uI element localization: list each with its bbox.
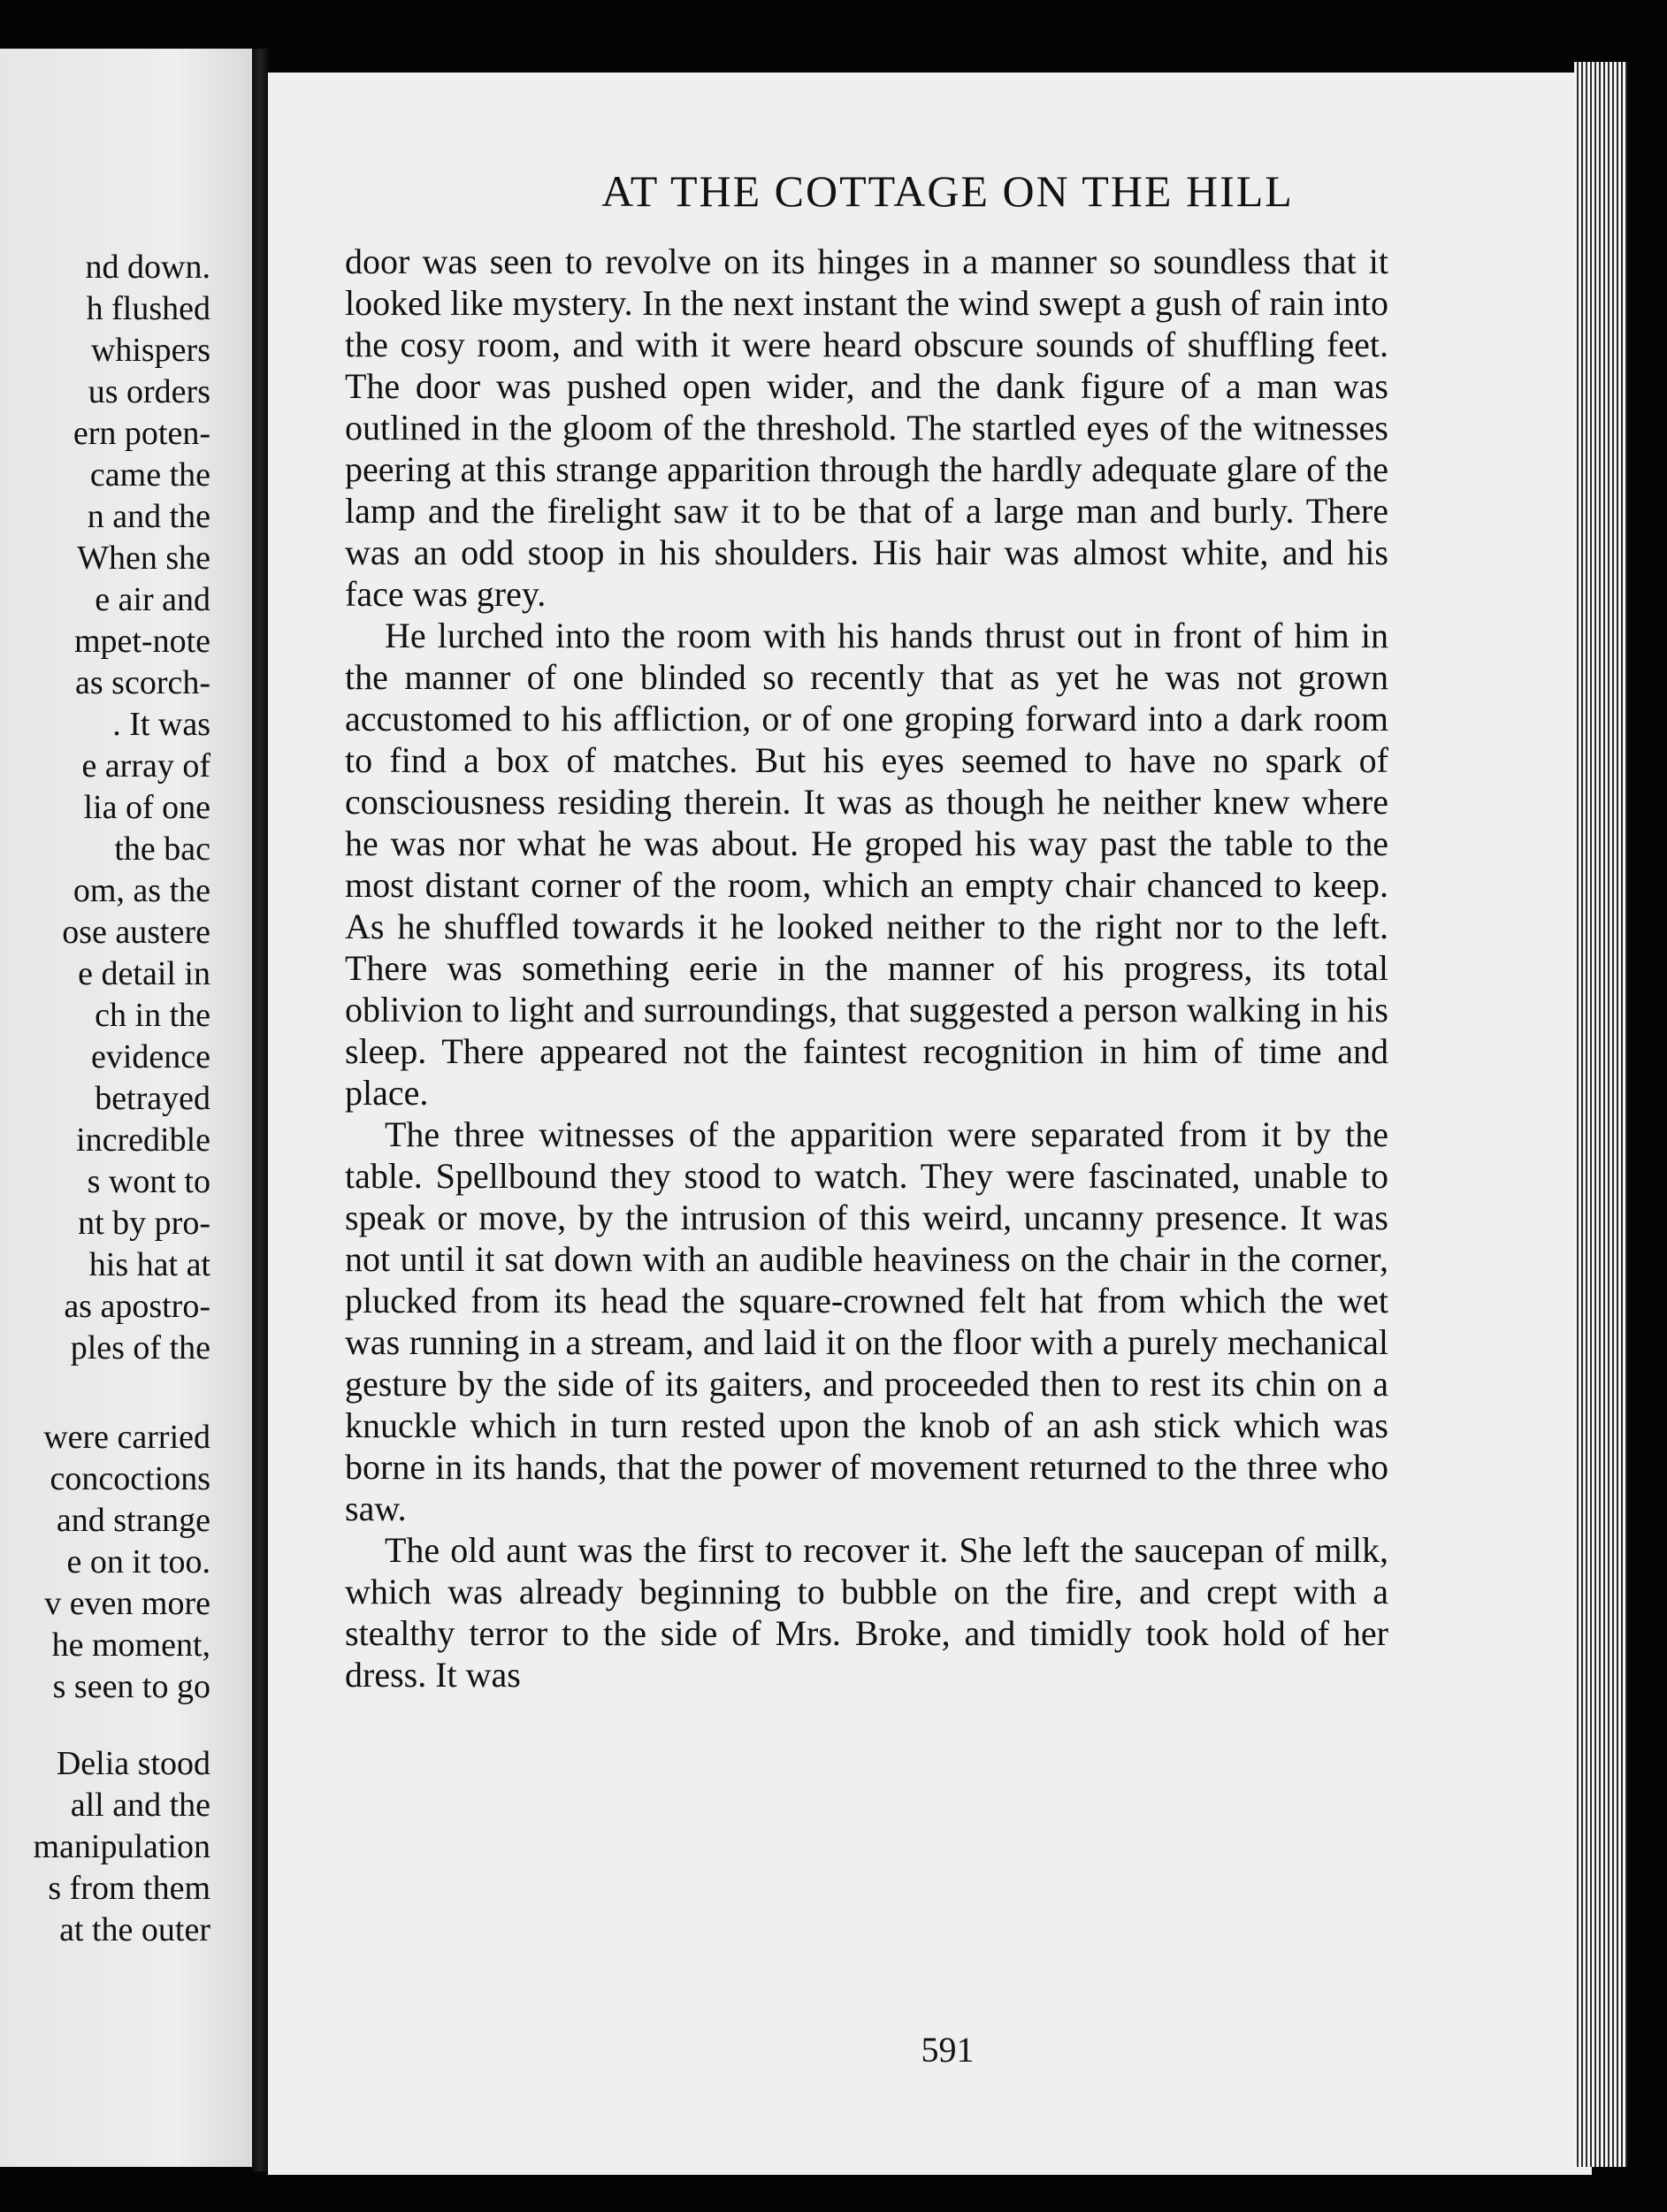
facing-page-line: us orders xyxy=(88,373,210,410)
facing-page-line: his hat at xyxy=(88,1246,210,1283)
paragraph: The old aunt was the first to recover it. She left the saucepan of milk, which was already beginning to bubble on the fire, and crept with a stealthy terror to the side of Mrs. Broke, and timidly took hold of her dress. It was xyxy=(345,1530,1388,1695)
facing-page-line: n and the xyxy=(87,498,210,535)
facing-page-line: e detail in xyxy=(78,955,210,992)
facing-page-line: as scorch- xyxy=(75,664,210,701)
facing-page-line: came the xyxy=(89,456,210,494)
facing-page-line: the bac xyxy=(114,830,210,868)
facing-page-line: at the outer xyxy=(59,1911,210,1948)
facing-page-line: and strange xyxy=(56,1502,210,1539)
facing-page-line: e on it too. xyxy=(66,1543,210,1581)
facing-page-line: ples of the xyxy=(70,1329,210,1366)
facing-page-line: were carried xyxy=(43,1419,210,1456)
facing-page-line: concoctions xyxy=(50,1460,210,1497)
facing-page-line: mpet-note xyxy=(73,623,210,660)
facing-page-line: . It was xyxy=(112,706,210,743)
facing-page-line: s seen to go xyxy=(52,1668,210,1705)
facing-page-line: Delia stood xyxy=(56,1745,210,1782)
facing-page-line: e air and xyxy=(95,581,210,618)
facing-page-line: whispers xyxy=(90,332,210,369)
facing-page xyxy=(0,49,252,2167)
facing-page-line: nd down. xyxy=(85,249,210,286)
facing-page-line: ose austere xyxy=(62,914,210,951)
book-gutter xyxy=(252,49,268,2171)
facing-page-line: he moment, xyxy=(51,1626,210,1664)
facing-page-line: e array of xyxy=(81,747,210,785)
page-edges xyxy=(1574,62,1627,2167)
paragraph: He lurched into the room with his hands thrust out in front of him in the manner of one blinded so recently that as yet he was not grown accustomed to his affliction, or of one groping forward into a dark room to find a box of matches. But his eyes seemed to have no spark of consciousness residing therein. It was as though he neither knew where he was nor what he was about. He groped his way past the table to the most distant corner of the room, which an empty chair chanced to keep. As he shuffled towards it he looked neither to the right nor to the left. There was something eerie in the manner of his progress, its total oblivion to light and surroundings, that suggested a person walking in his sleep. There appeared not the faintest recognition in him of time and place. xyxy=(345,616,1388,1113)
book-page xyxy=(268,73,1592,2175)
facing-page-line: v even more xyxy=(44,1585,210,1622)
facing-page-line: nt by pro- xyxy=(78,1205,210,1242)
running-head: AT THE COTTAGE ON THE HILL xyxy=(601,166,1294,216)
facing-page-line: evidence xyxy=(90,1038,210,1075)
facing-page-line: ch in the xyxy=(95,997,210,1034)
facing-page-text xyxy=(0,247,210,1951)
facing-page-line: s wont to xyxy=(87,1163,210,1200)
facing-page-line: When she xyxy=(77,540,210,577)
page-body xyxy=(345,241,1388,1695)
facing-page-line: om, as the xyxy=(73,872,210,909)
facing-page-line: incredible xyxy=(76,1121,210,1159)
page-number: 591 xyxy=(921,2030,975,2070)
facing-page-line: ern poten- xyxy=(73,415,210,452)
facing-page-line: betrayed xyxy=(95,1080,210,1117)
facing-page-line: manipulation xyxy=(33,1828,210,1865)
paragraph: The three witnesses of the apparition were separated from it by the table. Spellbound they stood to watch. They were fascinated, unable to speak or move, by the intrusion of this weird, uncanny presence. It was not until it sat down with an audible heaviness on the chair in the corner, plucked from its head the square-crowned felt hat from which the wet was running in a stream, and laid it on the floor with a purely mechanical gesture by the side of its gaiters, and proceeded then to rest its chin on a knuckle which in turn rested upon the knob of an ash stick which was borne in its hands, that the power of movement returned to the three who saw. xyxy=(345,1114,1388,1528)
facing-page-line: s from them xyxy=(48,1870,210,1907)
facing-page-line: lia of one xyxy=(83,789,210,826)
facing-page-line: h flushed xyxy=(86,290,210,327)
paragraph: door was seen to revolve on its hinges in a manner so soundless that it looked like mystery. In the next instant the wind swept a gush of rain into the cosy room, and with it were heard obscure sounds of shuffling feet. The door was pushed open wider, and the dank figure of a man was outlined in the gloom of the threshold. The startled eyes of the witnesses peering at this strange apparition through the hardly adequate glare of the lamp and the firelight saw it to be that of a large man and burly. There was an odd stoop in his shoulders. His hair was almost white, and his face was grey. xyxy=(345,241,1388,614)
facing-page-line: as apostro- xyxy=(64,1288,210,1325)
facing-page-line: all and the xyxy=(70,1787,210,1824)
